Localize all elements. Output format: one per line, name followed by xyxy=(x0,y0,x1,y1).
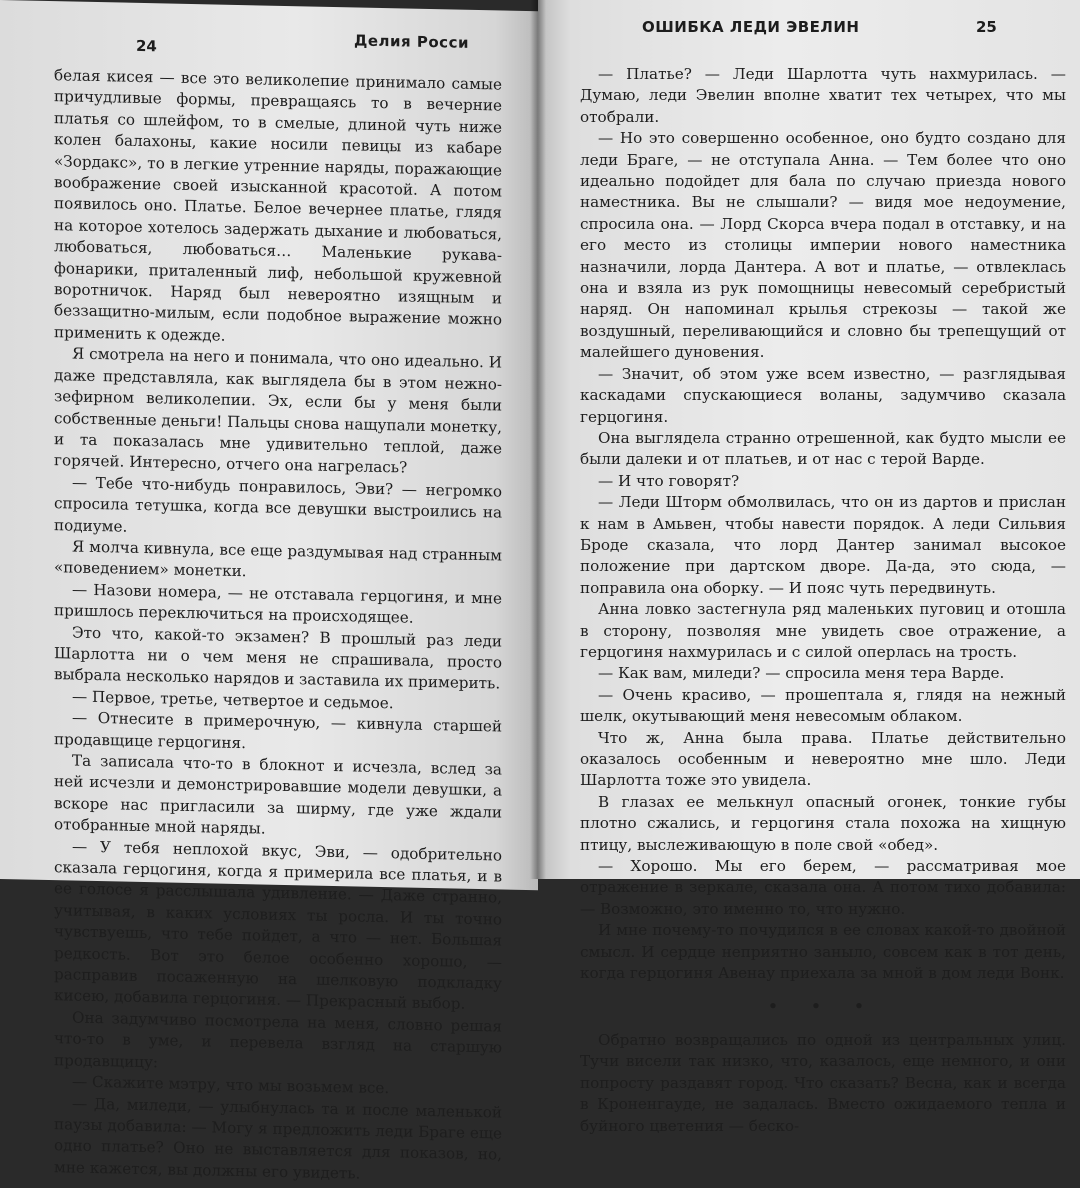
paragraph: — Но это совершенно особенное, оно будто создано для леди Браге, — не отступала Анна. — Тем более что оно идеально подойдет для бала по случаю приезда нового наместника. Вы не слышали? — видя мое недоумение, спросила она. — Лорд Скорса вчера подал в отставку, и на его место из столицы империи нового наместника назначили, лорда Дантера. А вот и платье, — отвлеклась она и взяла из рук помощницы невесомый серебристый наряд. Он напоминал крылья стрекозы — такой же воздушный, переливающийся и словно бы трепещущий от малейшего дуновения. xyxy=(580,129,1066,362)
paragraph: И мне почему-то почудился в ее словах какой-то двойной смысл. И сердце неприятно заныло, совсем как в тот день, когда герцогиня Авенау приехала за мной в дом леди Вонк. xyxy=(580,921,1066,983)
paragraph: Что ж, Анна была права. Платье действительно оказалось особенным и невероятно мне шло. Леди Шарлотта тоже это увидела. xyxy=(580,728,1066,790)
paragraph: — Первое, третье, четвертое и седьмое. xyxy=(72,687,394,713)
paragraph: Это что, какой-то экзамен? В прошлый раз леди Шарлотта ни о чем меня не спрашивала, просто выбрала несколько нарядов и заставила их примерить. xyxy=(54,623,502,693)
paragraph: Я молча кивнула, все еще раздумывая над странным «поведением» монетки. xyxy=(54,537,502,581)
right-page-text xyxy=(580,64,1066,1137)
section-separator: • • • xyxy=(768,997,878,1016)
paragraph: — Очень красиво, — прошептала я, глядя на нежный шелк, окутывающий меня невесомым облаком. xyxy=(580,685,1066,726)
paragraph: Она выглядела странно отрешенной, как будто мысли ее были далеки и от платьев, и от нас с терой Варде. xyxy=(580,428,1066,469)
paragraph: — Значит, об этом уже всем известно, — разглядывая каскадами спускающиеся воланы, задумчиво сказала герцогиня. xyxy=(580,364,1066,426)
paragraph: Я смотрела на него и понимала, что оно идеально. И даже представляла, как выглядела бы в этом нежно-зефирном великолепии. Эх, если бы у меня были собственные деньги! Пальцы снова нащупали монетку, и та показалась мне удивительно теплой, даже горячей. Интересно, отчего она нагрелась? xyxy=(54,344,502,477)
left-page-header xyxy=(54,1,502,74)
paragraph: — Платье? — Леди Шарлотта чуть нахмурилась. — Думаю, леди Эвелин вполне хватит тех четырех, что мы отобрали. xyxy=(580,65,1066,126)
paragraph: — Хорошо. Мы его берем, — рассматривая мое отражение в зеркале, сказала она. А потом тихо добавила: — Возможно, это именно то, что нужно. xyxy=(580,857,1066,918)
paragraph: Она задумчиво посмотрела на меня, словно решая что-то в уме, и перевела взгляд на старшую продавщицу: xyxy=(54,1008,502,1071)
paragraph: — Тебе что-нибудь понравилось, Эви? — негромко спросила тетушка, когда все девушки выстроились на подиуме. xyxy=(54,473,502,536)
running-head-title: ОШИБКА ЛЕДИ ЭВЕЛИН xyxy=(642,18,860,36)
right-page xyxy=(538,0,1080,1135)
paragraph: Обратно возвращались по одной из центральных улиц. Тучи висели так низко, что, казалось, еще немного, и они попросту раздавят город. Что сказать? Весна, как и всегда в Кроненгауде, не задалась. Вместо ожидаемого тепла и буйного цветения — беско- xyxy=(580,1030,1066,1135)
paragraph: Анна ловко застегнула ряд маленьких пуговиц и отошла в сторону, позволяя мне увидеть свое отражение, а герцогиня нахмурилась и с силой оперлась на трость. xyxy=(580,600,1066,661)
left-page-text xyxy=(54,65,502,1188)
paragraph: — Отнесите в примерочную, — кивнула старшей продавщице герцогиня. xyxy=(54,708,502,752)
book-gutter xyxy=(530,0,546,879)
left-page xyxy=(0,0,538,1183)
paragraph: — Скажите мэтру, что мы возьмем все. xyxy=(72,1072,390,1098)
running-head-author: Делия Росси xyxy=(354,31,469,52)
paragraph: — Да, миледи, — улыбнулась та и после маленькой паузы добавила: — Могу я предложить леди Браге еще одно платье? Оно не выставляется для показов, но, мне кажется, вы должны его увидеть. xyxy=(54,1094,502,1183)
paragraph: — Леди Шторм обмолвилась, что он из дартов и прислан к нам в Амьвен, чтобы навести порядок. А леди Сильвия Броде сказала, что лорд Дантер занимал высокое положение при дартском дворе. Да-да, это сюда, — поправила она оборку. — И пояс чуть передвинуть. xyxy=(580,493,1066,597)
right-page-header xyxy=(580,0,1066,64)
paragraph: В глазах ее мелькнул опасный огонек, тонкие губы плотно сжались, и герцогиня стала похожа на хищную птицу, выслеживающую в поле свой «обед». xyxy=(580,792,1066,854)
paragraph: Та записала что-то в блокнот и исчезла, вслед за ней исчезли и демонстрировавшие модели девушки, а вскоре нас пригласили за ширму, где уже ждали отобранные мной наряды. xyxy=(54,751,502,838)
paragraph: — У тебя неплохой вкус, Эви, — одобрительно сказала герцогиня, когда я примерила все платья, и в ее голосе я расслышала удивление. — Даже странно, учитывая, в каких условиях ты росла. И ты точно чувствуешь, что тебе пойдет, а что — нет. Большая редкость. Вот это белое особенно хорошо, — расправив посаженную на шелковую подкладку кисею, добавила герцогиня. — Прекрасный выбор. xyxy=(54,837,502,1014)
paragraph: — Как вам, миледи? — спросила меня тера Варде. xyxy=(598,664,1005,683)
page-number: 24 xyxy=(136,36,157,56)
paragraph: — Назови номера, — не отставала герцогиня, и мне пришлось переключиться на происходящее. xyxy=(54,580,502,627)
page-number: 25 xyxy=(976,18,997,36)
paragraph: белая кисея — все это великолепие принимало самые причудливые формы, превращаясь то в вечерние платья со шлейфом, то в смелые, длиной чуть ниже колен балахоны, какие носили певицы из кабаре «Зордакс», то в легкие утренние наряды, поражающие воображение своей изысканной красотой. А потом появилось оно. Платье. Белое вечернее платье, глядя на которое хотелось задержать дыхание и любоваться, любоваться, любоваться… Маленькие рукава-фонарики, приталенный лиф, небольшой кружевной воротничок. Наряд был невероятно изящным и беззащитно-милым, если подобное выражение можно применить к одежде. xyxy=(54,66,502,345)
paragraph: — И что говорят? xyxy=(598,471,740,490)
